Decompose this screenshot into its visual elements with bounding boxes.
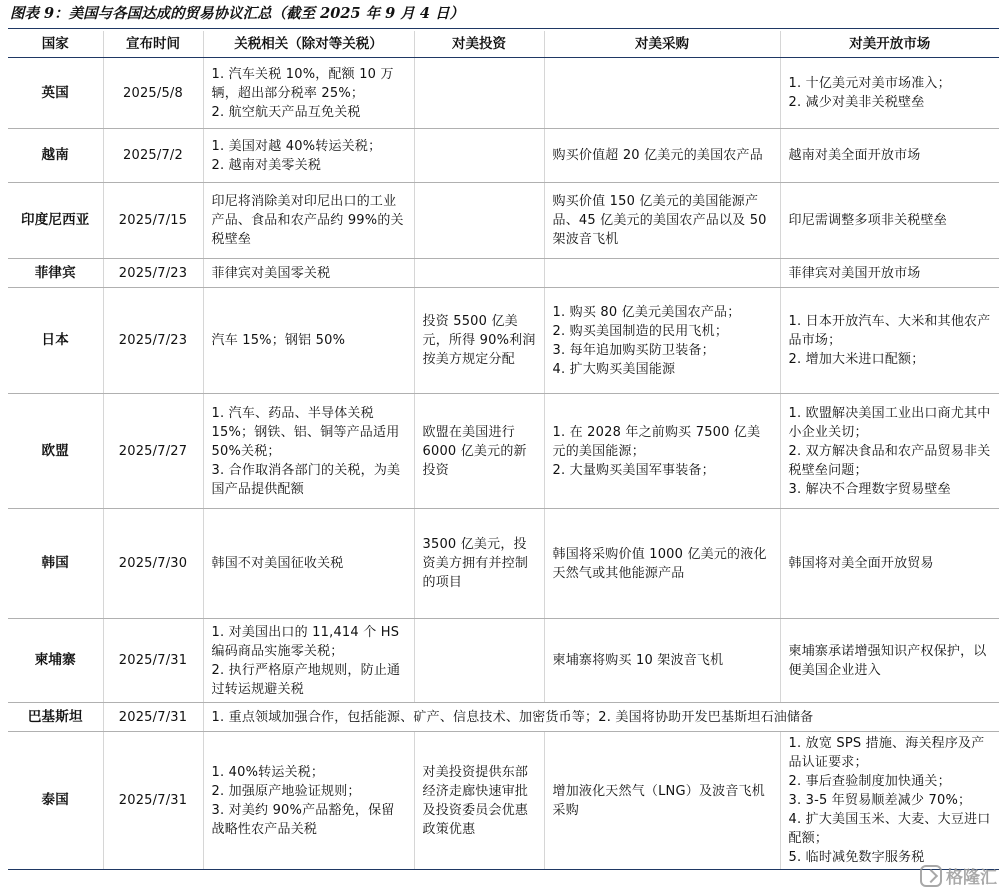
tariff-line: 1. 汽车、药品、半导体关税 15%；钢铁、铝、铜等产品适用 50%关税；	[211, 405, 400, 459]
table-row	[8, 288, 999, 394]
market-line: 韩国将对美全面开放贸易	[788, 556, 934, 571]
page-title: 图表 9：美国与各国达成的贸易协议汇总（截至 2025 年 9 月 4 日）	[10, 5, 464, 22]
tariff-cell	[203, 288, 414, 394]
watermark	[920, 863, 997, 888]
date-cell: 2025/7/27	[103, 394, 203, 509]
investment-cell	[414, 509, 544, 619]
investment-cell	[414, 394, 544, 509]
investment-cell	[414, 288, 544, 394]
date-cell: 2025/7/23	[103, 259, 203, 288]
country-cell: 欧盟	[8, 394, 103, 509]
market-cell	[780, 288, 999, 394]
purchase-line: 购买价值 150 亿美元的美国能源产品、45 亿美元的美国农产品以及 50 架波音飞机	[552, 194, 767, 247]
date-cell: 2025/7/31	[103, 732, 203, 870]
title-divider	[8, 28, 999, 29]
tariff-line: 3. 对美约 90%产品豁免，保留战略性农产品关税	[211, 802, 395, 837]
date-cell: 2025/7/15	[103, 183, 203, 259]
tariff-line: 2. 航空航天产品互免关税	[211, 104, 361, 120]
market-cell	[780, 509, 999, 619]
country-cell: 英国	[8, 58, 103, 129]
market-line: 3. 解决不合理数字贸易壁垒	[788, 481, 951, 497]
tariff-cell	[203, 129, 414, 183]
table-row	[8, 703, 999, 732]
header-date: 宣布时间	[103, 31, 203, 58]
purchase-cell	[544, 732, 780, 870]
purchase-line: 4. 扩大购买美国能源	[552, 361, 676, 377]
purchase-cell	[544, 58, 780, 129]
table-row	[8, 732, 999, 870]
tariff-line: 1. 美国对越 40%转运关税；	[211, 138, 382, 154]
tariff-line: 汽车 15%；钢铝 50%	[211, 333, 346, 348]
investment-line: 3500 亿美元，投资美方拥有并控制的项目	[422, 537, 529, 590]
investment-cell	[414, 129, 544, 183]
market-cell	[780, 259, 999, 288]
date-cell: 2025/7/31	[103, 703, 203, 732]
market-cell	[780, 183, 999, 259]
date-cell: 2025/7/31	[103, 619, 203, 703]
purchase-line: 柬埔寨将购买 10 架波音飞机	[552, 653, 724, 668]
investment-cell	[414, 58, 544, 129]
tariff-line: 1. 对美国出口的 11,414 个 HS 编码商品实施零关税；	[211, 624, 400, 659]
table-row	[8, 58, 999, 129]
country-cell: 泰国	[8, 732, 103, 870]
market-line: 1. 欧盟解决美国工业出口商尤其中小企业关切；	[788, 405, 991, 440]
investment-cell	[414, 732, 544, 870]
investment-cell	[414, 183, 544, 259]
market-cell	[780, 129, 999, 183]
date-cell: 2025/5/8	[103, 58, 203, 129]
purchase-cell	[544, 509, 780, 619]
country-cell: 巴基斯坦	[8, 703, 103, 732]
header-purchase: 对美采购	[544, 31, 780, 58]
tariff-line: 2. 越南对美零关税	[211, 157, 322, 173]
purchase-line: 2. 购买美国制造的民用飞机；	[552, 323, 729, 339]
header-investment: 对美投资	[414, 31, 544, 58]
purchase-cell	[544, 394, 780, 509]
purchase-cell	[544, 129, 780, 183]
table-body	[8, 58, 999, 870]
tariff-line: 1. 40%转运关税；	[211, 764, 325, 780]
tariff-cell	[203, 732, 414, 870]
market-line: 4. 扩大美国玉米、大麦、大豆进口配额；	[788, 812, 991, 846]
tariff-cell	[203, 259, 414, 288]
header-tariff: 关税相关（除对等关税）	[203, 31, 414, 58]
table-row	[8, 183, 999, 259]
market-cell	[780, 732, 999, 870]
tariff-line: 1. 汽车关税 10%，配额 10 万辆，超出部分税率 25%；	[211, 66, 394, 101]
tariff-line: 2. 加强原产地验证规则；	[211, 783, 361, 799]
purchase-cell	[544, 619, 780, 703]
tariff-line: 菲律宾对美国零关税	[211, 265, 331, 281]
investment-line: 欧盟在美国进行 6000 亿美元的新投资	[422, 424, 527, 478]
market-line: 1. 十亿美元对美市场准入；	[788, 76, 951, 91]
purchase-line: 购买价值超 20 亿美元的美国农产品	[552, 148, 763, 163]
country-cell: 印度尼西亚	[8, 183, 103, 259]
table-row	[8, 619, 999, 703]
market-line: 2. 双方解决食品和农产品贸易非关税壁垒问题；	[788, 443, 991, 478]
table-row	[8, 129, 999, 183]
market-line: 2. 减少对美非关税壁垒	[788, 95, 925, 110]
country-cell: 柬埔寨	[8, 619, 103, 703]
tariff-cell	[203, 619, 414, 703]
investment-cell	[414, 619, 544, 703]
table-header-row	[8, 31, 999, 58]
market-line: 5. 临时减免数字服务税	[788, 850, 925, 865]
header-market: 对美开放市场	[780, 31, 999, 58]
market-line: 1. 放宽 SPS 措施、海关程序及产品认证要求；	[788, 736, 985, 770]
country-cell: 韩国	[8, 509, 103, 619]
tariff-line: 韩国不对美国征收关税	[211, 556, 344, 571]
market-cell	[780, 394, 999, 509]
tariff-cell	[203, 509, 414, 619]
tariff-line: 2. 执行严格原产地规则，防止通过转运规避关税	[211, 662, 401, 697]
tariff-cell	[203, 183, 414, 259]
investment-cell	[414, 259, 544, 288]
market-line: 越南对美全面开放市场	[788, 148, 921, 163]
market-line: 印尼需调整多项非关税壁垒	[788, 213, 947, 228]
market-line: 1. 日本开放汽车、大米和其他农产品市场；	[788, 314, 991, 348]
purchase-line: 2. 大量购买美国军事装备；	[552, 462, 715, 478]
market-line: 2. 增加大米进口配额；	[788, 352, 925, 367]
country-cell: 菲律宾	[8, 259, 103, 288]
tariff-cell	[203, 58, 414, 129]
trade-agreements-table	[8, 31, 999, 870]
market-line: 3. 3-5 年贸易顺差减少 70%；	[788, 793, 972, 808]
country-cell: 日本	[8, 288, 103, 394]
date-cell: 2025/7/2	[103, 129, 203, 183]
table-row	[8, 509, 999, 619]
purchase-cell	[544, 288, 780, 394]
country-cell: 越南	[8, 129, 103, 183]
table-row	[8, 394, 999, 509]
watermark-text: 格隆汇	[946, 868, 997, 888]
date-cell: 2025/7/23	[103, 288, 203, 394]
purchase-line: 韩国将采购价值 1000 亿美元的液化天然气或其他能源产品	[552, 546, 767, 581]
header-country: 国家	[8, 31, 103, 58]
market-cell	[780, 619, 999, 703]
purchase-cell	[544, 183, 780, 259]
market-cell	[780, 58, 999, 129]
merged-cell: 1. 重点领域加强合作，包括能源、矿产、信息技术、加密货币等；2. 美国将协助开发巴基斯坦石油储备	[203, 703, 999, 732]
purchase-line: 增加液化天然气（LNG）及波音飞机采购	[552, 783, 765, 818]
market-line: 菲律宾对美国开放市场	[788, 265, 921, 281]
market-line: 柬埔寨承诺增强知识产权保护，以便美国企业进入	[788, 643, 987, 678]
purchase-line: 1. 购买 80 亿美元美国农产品；	[552, 304, 741, 320]
tariff-line: 3. 合作取消各部门的关税，为美国产品提供配额	[211, 462, 401, 497]
purchase-line: 1. 在 2028 年之前购买 7500 亿美元的美国能源；	[552, 424, 761, 459]
investment-line: 对美投资提供东部经济走廊快速审批及投资委员会优惠政策优惠	[422, 764, 529, 837]
purchase-cell	[544, 259, 780, 288]
table-row	[8, 259, 999, 288]
date-cell: 2025/7/30	[103, 509, 203, 619]
tariff-cell	[203, 394, 414, 509]
market-line: 2. 事后查验制度加快通关；	[788, 774, 951, 789]
tariff-line: 印尼将消除美对印尼出口的工业产品、食品和农产品约 99%的关税壁垒	[211, 194, 404, 247]
watermark-logo-icon	[920, 865, 942, 887]
investment-line: 投资 5500 亿美元，所得 90%利润按美方规定分配	[422, 314, 536, 367]
purchase-line: 3. 每年追加购买防卫装备；	[552, 342, 715, 358]
